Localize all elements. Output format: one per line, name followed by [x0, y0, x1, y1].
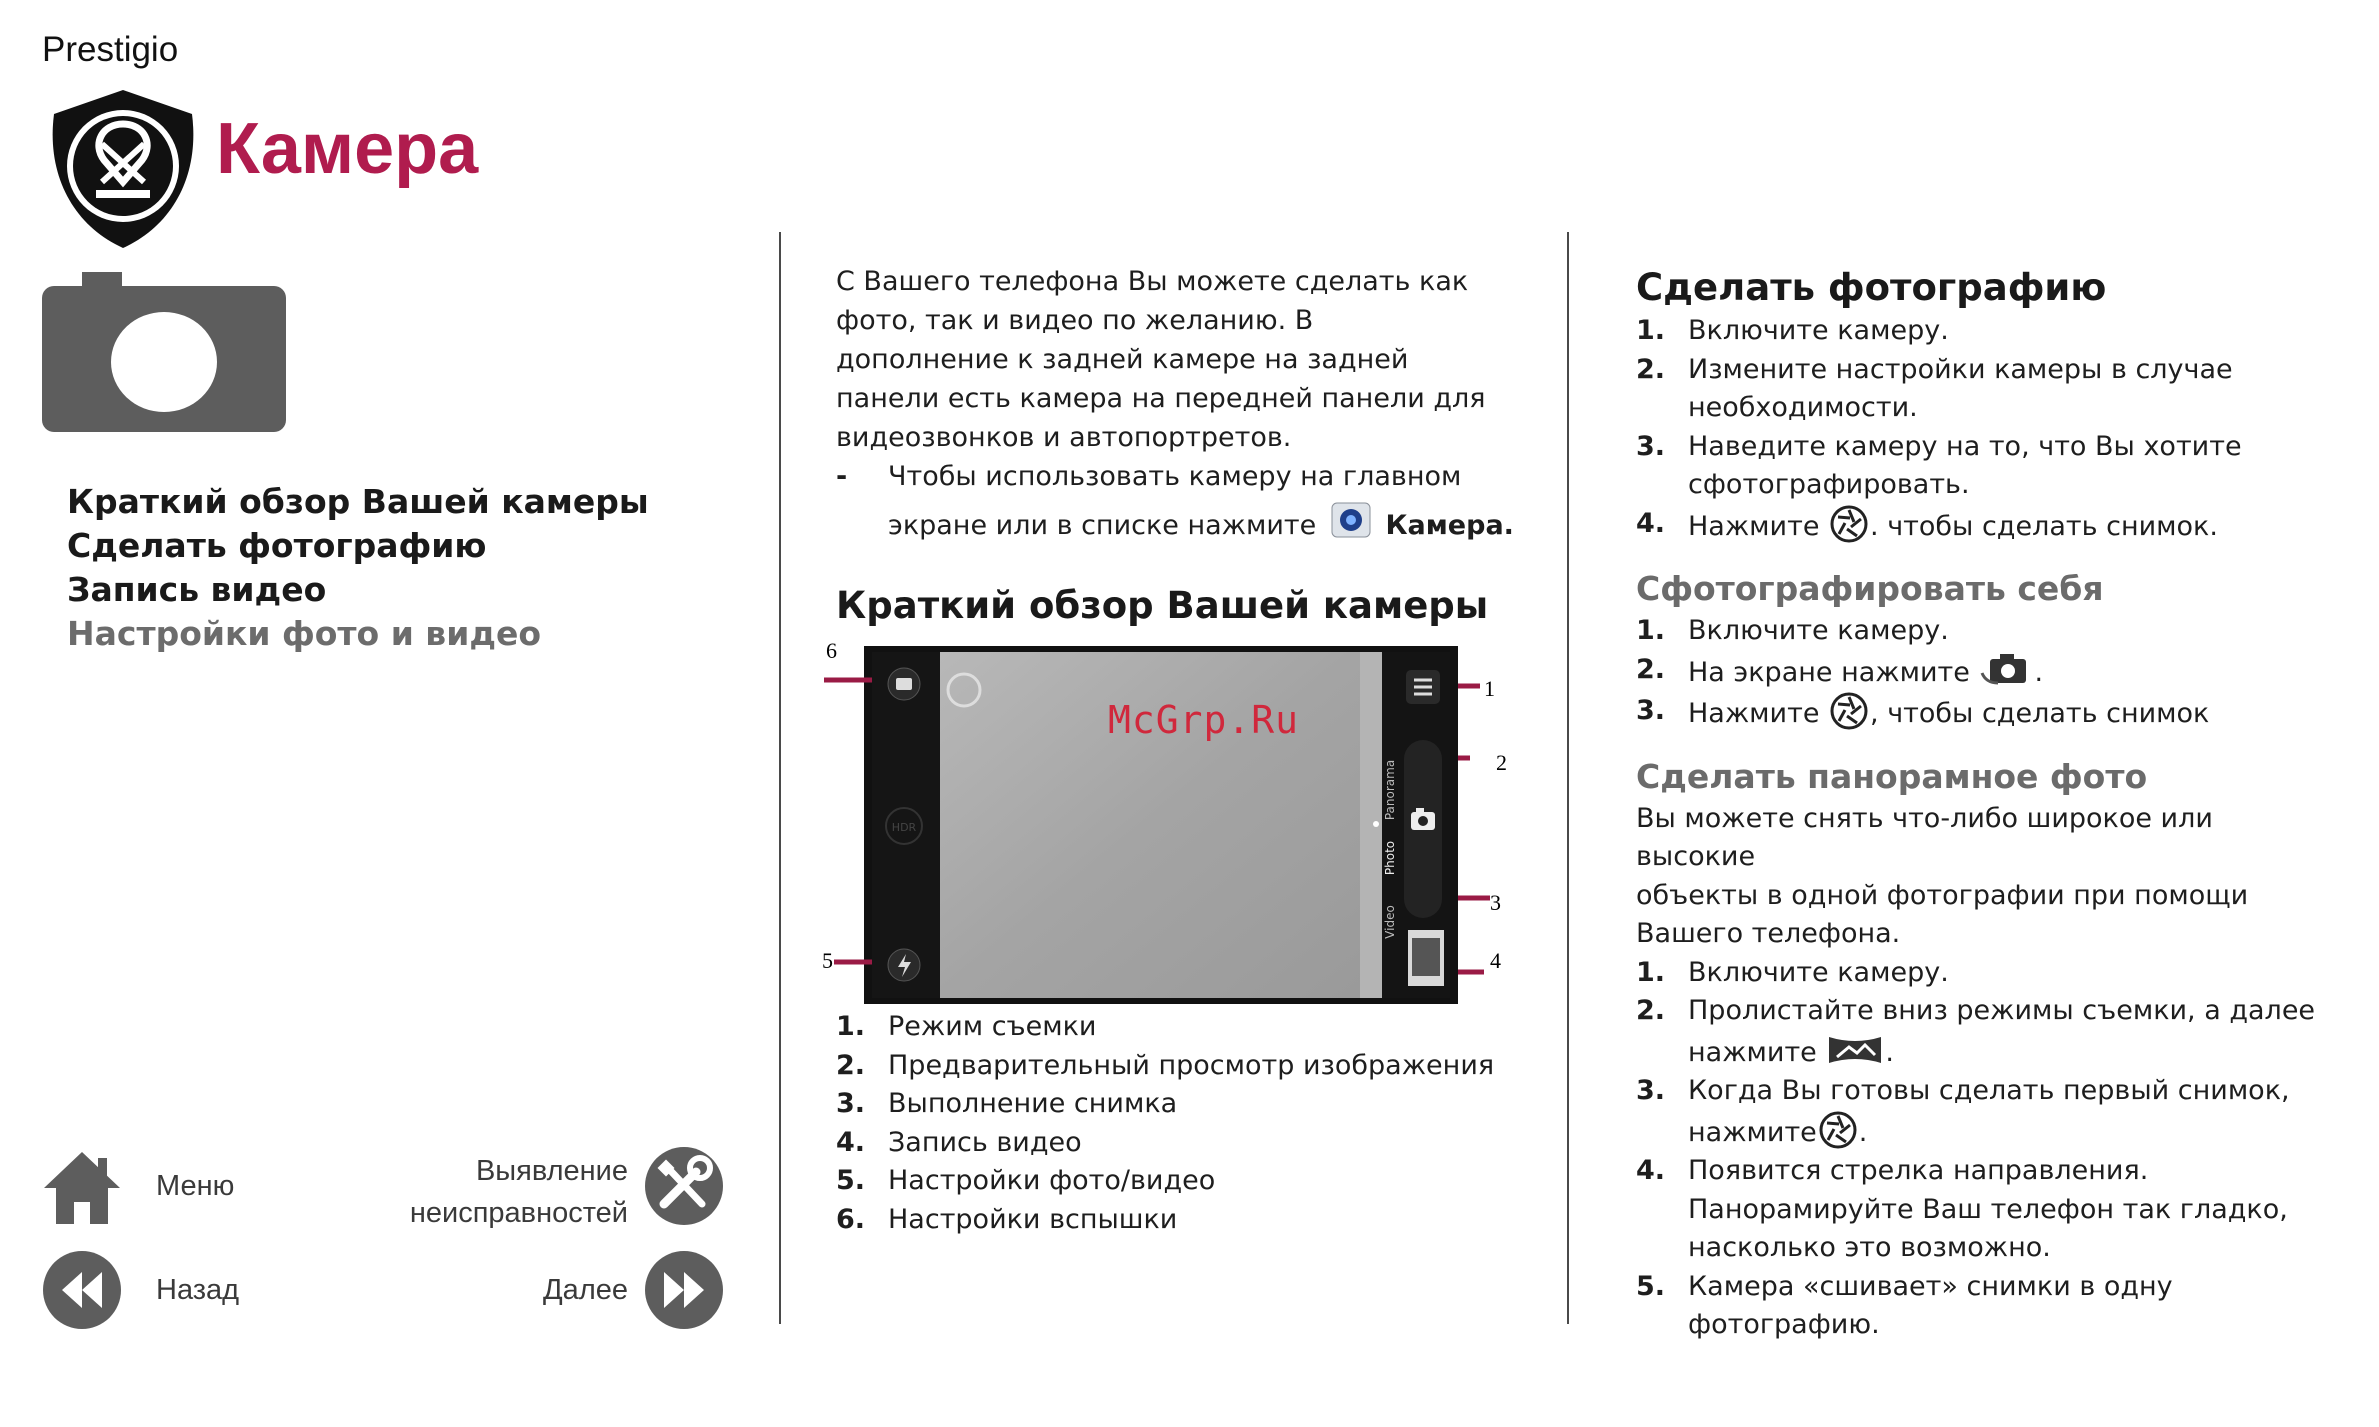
- rewind-icon[interactable]: [42, 1250, 122, 1330]
- shutter-icon: [1830, 505, 1868, 543]
- list-item: 3. Выполнение снимка: [836, 1088, 1178, 1119]
- list-item: 4. Появится стрелка направления. Панорамируйте Ваш телефон так гладко, насколько это возможно.: [1636, 1155, 2288, 1263]
- next-link[interactable]: Далее: [543, 1274, 628, 1306]
- shutter-icon: [1819, 1111, 1857, 1149]
- troubleshoot-link[interactable]: [408, 1150, 628, 1234]
- panorama-intro: [1636, 800, 2336, 954]
- overview-list: [836, 1008, 1516, 1239]
- callout-1: 1: [1484, 676, 1495, 701]
- instructions-column: [1636, 262, 2336, 1345]
- list-item: 1. Включите камеру.: [1636, 956, 1949, 988]
- brand-name: Prestigio: [42, 30, 179, 69]
- camera-icon: [42, 272, 286, 432]
- column-divider-right: [1567, 232, 1569, 1324]
- list-item: 2. Пролистайте вниз режимы съемки, а далее нажмите .: [1636, 995, 2316, 1068]
- list-item: 1. Включите камеру.: [1636, 315, 1949, 346]
- callout-6: 6: [826, 640, 837, 663]
- troubleshoot-line-1: Выявление: [475, 1155, 628, 1187]
- camera-app-icon: [1331, 502, 1371, 538]
- menu-link[interactable]: Меню: [156, 1170, 235, 1202]
- gallery-thumbnail: [1408, 930, 1444, 986]
- bullet-line-1: Чтобы использовать камеру на главном: [888, 461, 1462, 492]
- selfie-steps: [1636, 612, 2336, 734]
- mode-label-panorama: Panorama: [1383, 759, 1397, 821]
- intro-section: [836, 262, 1516, 545]
- list-item: 3. Когда Вы готовы сделать первый снимок, нажмите .: [1636, 1075, 2290, 1148]
- mode-label-video: Video: [1383, 905, 1397, 939]
- panorama-intro-line: объекты в одной фотографии при помощи: [1636, 879, 2249, 911]
- page-title: Камера: [216, 109, 479, 189]
- fast-forward-icon[interactable]: [644, 1250, 724, 1330]
- intro-paragraph: С Вашего телефона Вы можете сделать как фото, так и видео по желанию. В дополнение к задней камере на задней панели есть камера на передней панели для видеозвонков и автопортретов.: [836, 266, 1486, 453]
- take-photo-heading: Сделать фотографию: [1636, 266, 2107, 309]
- list-item: 3. Нажмите , чтобы сделать снимок: [1636, 692, 2336, 734]
- prestigio-logo-icon: [42, 86, 204, 252]
- mode-label-photo: Photo: [1383, 840, 1397, 876]
- callout-5: 5: [822, 948, 833, 973]
- panorama-steps: [1636, 954, 2336, 1345]
- list-item: 6. Настройки вспышки: [836, 1203, 1178, 1235]
- troubleshoot-line-2: неисправностей: [409, 1197, 628, 1229]
- list-item: 4. Нажмите . чтобы сделать снимок.: [1636, 505, 2336, 547]
- flash-settings-icon: [888, 668, 920, 700]
- list-item: 2. Измените настройки камеры в случае необходимости.: [1636, 353, 2233, 423]
- camera-screen-diagram: [820, 640, 1520, 1010]
- list-item: 1. Режим съемки: [836, 1011, 1097, 1042]
- home-icon[interactable]: [42, 1148, 122, 1228]
- list-item: 5. Камера «сшивает» снимки в одну фотографию.: [1636, 1270, 2173, 1340]
- list-item: 5. Настройки фото/видео: [836, 1165, 1216, 1196]
- overview-heading: Краткий обзор Вашей камеры: [836, 584, 1489, 627]
- callout-2: 2: [1496, 750, 1507, 775]
- callout-3: 3: [1490, 890, 1501, 915]
- panorama-intro-line: Вашего телефона.: [1636, 918, 1901, 949]
- camera-app-label: Камера.: [1385, 510, 1514, 541]
- list-item: 2. На экране нажмите .: [1636, 651, 2336, 693]
- toc-link-record-video[interactable]: Запись видео: [67, 570, 327, 609]
- take-photo-steps: [1636, 312, 2336, 546]
- hdr-label: HDR: [891, 821, 917, 834]
- photo-video-settings-icon: [888, 949, 920, 981]
- selfie-heading: Сфотографировать себя: [1636, 569, 2104, 608]
- panorama-icon: [1827, 1031, 1883, 1069]
- bullet-dash: -: [836, 461, 848, 492]
- toc-link-take-photo[interactable]: Сделать фотографию: [67, 526, 487, 565]
- shooting-mode-menu-icon: [1406, 670, 1440, 704]
- list-item: 3. Наведите камеру на то, что Вы хотите сфотографировать.: [1636, 430, 2242, 500]
- shutter-icon: [1830, 692, 1868, 730]
- tools-icon[interactable]: [644, 1146, 724, 1226]
- column-divider-left: [779, 232, 781, 1324]
- toc-link-settings[interactable]: Настройки фото и видео: [67, 614, 542, 653]
- back-link[interactable]: Назад: [156, 1274, 240, 1306]
- switch-camera-icon: [1980, 651, 2032, 689]
- bullet-line-2: экране или в списке нажмите: [888, 510, 1317, 541]
- callout-4: 4: [1490, 948, 1501, 973]
- panorama-intro-line: Вы можете снять что-либо широкое или высокие: [1636, 802, 2213, 872]
- list-item: 4. Запись видео: [836, 1126, 1082, 1158]
- list-item: 1. Включите камеру.: [1636, 615, 1949, 646]
- watermark: McGrp.Ru: [1108, 698, 1300, 742]
- intro-bullet: [836, 457, 1516, 545]
- list-item: 2. Предварительный просмотр изображения: [836, 1049, 1495, 1081]
- panorama-heading: Сделать панорамное фото: [1636, 756, 2148, 796]
- table-of-contents: [67, 480, 649, 656]
- toc-link-overview[interactable]: Краткий обзор Вашей камеры: [67, 482, 649, 521]
